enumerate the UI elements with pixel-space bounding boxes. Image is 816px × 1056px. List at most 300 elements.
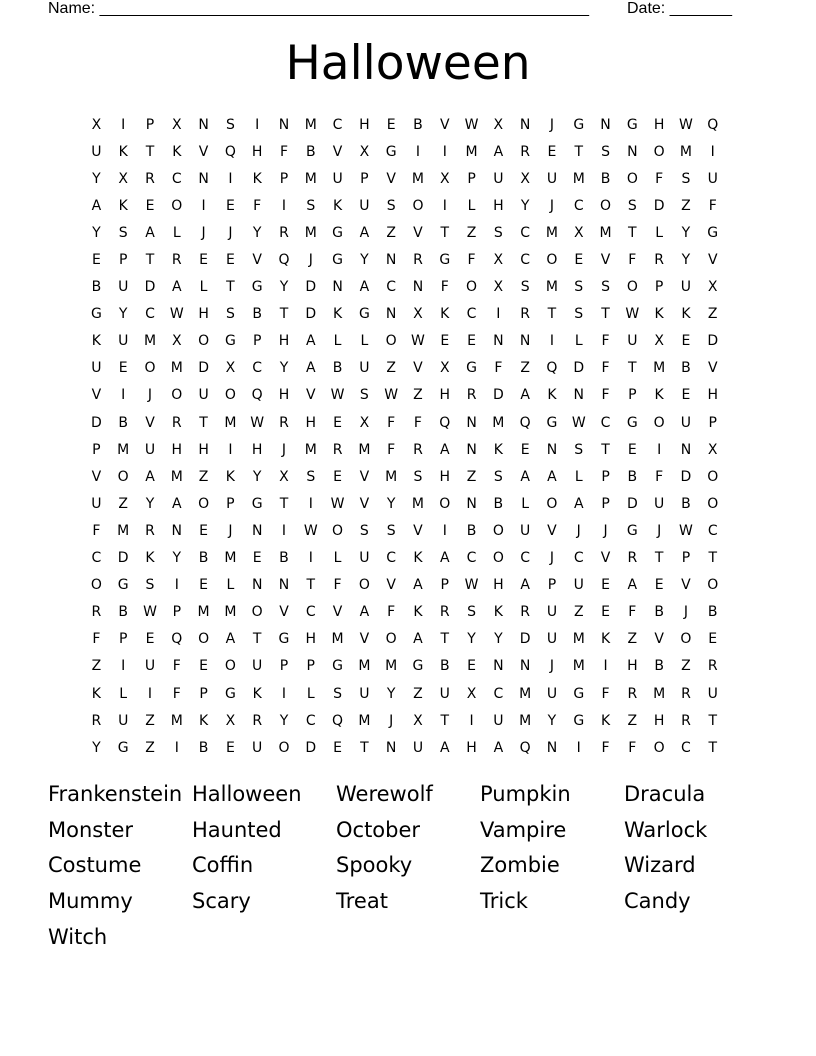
grid-letter: G <box>626 522 638 539</box>
grid-letter: J <box>228 522 233 539</box>
grid-letter: Z <box>198 468 209 485</box>
grid-letter: B <box>707 604 718 621</box>
grid-letter: I <box>121 658 126 675</box>
grid-letter: K <box>91 333 101 350</box>
grid-letter: F <box>601 739 610 756</box>
grid-letter: J <box>549 550 555 567</box>
grid-letter: R <box>466 387 477 404</box>
grid-letter: S <box>359 522 369 539</box>
grid-letter: S <box>306 468 316 485</box>
grid-letter: E <box>601 604 610 621</box>
grid-letter: P <box>306 658 315 675</box>
grid-letter: S <box>574 279 584 296</box>
grid-letter: N <box>519 116 531 133</box>
grid-letter: Z <box>413 685 423 702</box>
grid-letter: S <box>493 224 503 241</box>
grid-letter: S <box>413 468 423 485</box>
grid-letter: J <box>603 522 608 539</box>
word-list-item: Treat <box>336 889 388 914</box>
grid-letter: U <box>546 631 558 648</box>
grid-letter: V <box>359 468 370 485</box>
grid-letter: H <box>278 387 290 404</box>
grid-letter: Q <box>519 739 531 756</box>
grid-letter: I <box>174 739 179 756</box>
grid-letter: J <box>576 522 581 539</box>
grid-letter: V <box>91 387 102 404</box>
grid-letter: O <box>198 333 210 350</box>
grid-letter: P <box>118 631 128 648</box>
grid-letter: M <box>170 468 183 485</box>
grid-letter: Y <box>681 252 691 269</box>
grid-letter: C <box>305 712 316 729</box>
grid-letter: Z <box>386 224 396 241</box>
grid-letter: L <box>467 197 476 214</box>
grid-letter: T <box>145 143 155 160</box>
grid-letter: H <box>653 116 665 133</box>
grid-letter: B <box>466 522 477 539</box>
grid-letter: C <box>145 306 155 323</box>
grid-letter: O <box>224 658 236 675</box>
grid-letter: G <box>626 116 638 133</box>
grid-letter: A <box>439 441 450 458</box>
grid-letter: N <box>546 441 558 458</box>
grid-letter: F <box>494 360 503 377</box>
grid-letter: C <box>520 224 531 241</box>
grid-letter: Q <box>278 252 290 269</box>
grid-letter: F <box>467 252 476 269</box>
grid-letter: P <box>360 170 369 187</box>
grid-letter: T <box>601 441 610 458</box>
grid-letter: M <box>545 279 558 296</box>
grid-letter: O <box>653 739 665 756</box>
grid-letter: S <box>359 387 369 404</box>
grid-letter: P <box>547 577 557 594</box>
grid-letter: M <box>304 441 317 458</box>
grid-letter: M <box>653 685 666 702</box>
grid-letter: G <box>573 712 585 729</box>
grid-letter: E <box>601 577 610 594</box>
grid-letter: F <box>440 279 449 296</box>
grid-letter: V <box>386 170 396 187</box>
grid-letter: O <box>144 360 156 377</box>
grid-letter: V <box>198 143 209 160</box>
grid-letter: F <box>387 604 396 621</box>
grid-letter: M <box>519 712 532 729</box>
grid-letter: N <box>171 522 183 539</box>
grid-letter: H <box>439 468 451 485</box>
grid-letter: O <box>385 631 397 648</box>
grid-letter: V <box>413 224 423 241</box>
grid-letter: X <box>279 468 289 485</box>
grid-letter: N <box>680 441 692 458</box>
grid-letter: U <box>359 360 370 377</box>
grid-letter: L <box>521 495 530 512</box>
word-list-item: Halloween <box>192 782 302 806</box>
grid-letter: C <box>520 252 531 269</box>
grid-letter: K <box>198 712 209 729</box>
grid-letter: F <box>333 577 342 594</box>
grid-letter: I <box>174 577 179 594</box>
grid-letter: M <box>224 414 237 431</box>
grid-letter: O <box>385 333 397 350</box>
grid-letter: V <box>332 604 343 621</box>
grid-letter: J <box>281 441 287 458</box>
grid-letter: G <box>573 116 585 133</box>
grid-letter: Y <box>681 224 691 241</box>
grid-letter: M <box>572 658 585 675</box>
grid-letter: R <box>145 522 155 539</box>
grid-letter: P <box>440 577 449 594</box>
grid-letter: T <box>252 631 262 648</box>
grid-letter: E <box>574 252 584 269</box>
grid-letter: T <box>145 252 155 269</box>
word-list-item: Candy <box>624 889 691 914</box>
grid-letter: A <box>359 279 370 296</box>
grid-letter: D <box>117 550 129 567</box>
grid-letter: R <box>171 252 182 269</box>
grid-letter: U <box>707 685 718 702</box>
grid-letter: H <box>251 143 263 160</box>
grid-letter: K <box>118 197 128 214</box>
word-list-item: Spooky <box>336 853 413 878</box>
grid-letter: O <box>198 631 210 648</box>
grid-letter: D <box>305 279 317 296</box>
grid-letter: I <box>201 197 206 214</box>
grid-letter: H <box>198 441 209 458</box>
grid-letter: Y <box>494 631 503 648</box>
grid-letter: O <box>546 495 558 512</box>
grid-letter: P <box>467 170 476 187</box>
grid-letter: U <box>359 685 370 702</box>
grid-letter: N <box>198 116 209 133</box>
grid-letter: B <box>681 495 691 512</box>
grid-letter: Q <box>332 712 344 729</box>
grid-letter: F <box>253 197 262 214</box>
grid-letter: D <box>707 333 719 350</box>
grid-letter: A <box>547 468 557 485</box>
grid-letter: B <box>91 279 102 296</box>
grid-letter: P <box>118 252 128 269</box>
grid-letter: U <box>144 441 156 458</box>
grid-letter: F <box>413 414 422 431</box>
grid-letter: D <box>653 197 665 214</box>
grid-letter: M <box>358 441 371 458</box>
grid-letter: N <box>385 306 397 323</box>
grid-letter: T <box>574 143 584 160</box>
grid-letter: S <box>627 197 637 214</box>
grid-letter: X <box>439 170 450 187</box>
grid-letter: D <box>626 495 638 512</box>
grid-letter: V <box>305 387 316 404</box>
grid-letter: I <box>710 143 715 160</box>
grid-letter: T <box>628 360 637 377</box>
grid-letter: O <box>171 197 183 214</box>
grid-letter: G <box>466 360 477 377</box>
grid-letter: W <box>384 387 399 404</box>
grid-letter: U <box>412 739 424 756</box>
grid-letter: W <box>330 495 345 512</box>
grid-letter: M <box>385 658 398 675</box>
grid-letter: G <box>224 685 236 702</box>
grid-letter: Z <box>707 306 718 323</box>
grid-letter: E <box>225 252 235 269</box>
grid-letter: V <box>439 116 450 133</box>
grid-letter: E <box>708 631 718 648</box>
grid-letter: J <box>201 224 206 241</box>
grid-letter: P <box>628 387 637 404</box>
grid-letter: U <box>654 495 665 512</box>
grid-letter: M <box>331 631 344 648</box>
name-field: Name: _______________________________________________________ <box>48 0 589 17</box>
grid-letter: G <box>251 279 263 296</box>
grid-letter: W <box>411 333 425 350</box>
grid-letter: E <box>440 333 450 350</box>
grid-letter: U <box>546 170 558 187</box>
grid-letter: A <box>145 224 155 241</box>
grid-letter: Z <box>466 224 477 241</box>
word-list-item: Haunted <box>192 817 282 842</box>
grid-letter: Y <box>118 306 128 323</box>
grid-letter: P <box>601 468 610 485</box>
grid-letter: E <box>225 197 235 214</box>
grid-letter: R <box>279 414 289 431</box>
grid-letter: Y <box>279 360 289 377</box>
grid-letter: M <box>304 170 317 187</box>
grid-letter: S <box>145 577 155 594</box>
grid-letter: J <box>683 604 688 621</box>
grid-letter: X <box>171 333 182 350</box>
grid-letter: K <box>332 306 343 323</box>
grid-letter: G <box>251 495 263 512</box>
grid-letter: R <box>681 685 691 702</box>
grid-letter: N <box>278 116 290 133</box>
grid-letter: K <box>225 468 235 485</box>
grid-letter: L <box>360 333 369 350</box>
grid-letter: K <box>332 197 343 214</box>
grid-letter: P <box>172 604 182 621</box>
grid-letter: K <box>91 685 101 702</box>
grid-letter: G <box>332 224 343 241</box>
grid-letter: K <box>600 631 611 648</box>
grid-letter: A <box>359 224 370 241</box>
grid-letter: S <box>467 604 476 621</box>
grid-letter: W <box>303 522 318 539</box>
grid-letter: N <box>493 333 504 350</box>
grid-letter: V <box>413 522 423 539</box>
grid-letter: C <box>466 550 477 567</box>
grid-letter: W <box>143 604 157 621</box>
grid-letter: M <box>224 550 237 567</box>
grid-letter: U <box>359 550 370 567</box>
grid-letter: V <box>413 360 423 377</box>
grid-letter: B <box>654 658 664 675</box>
grid-letter: H <box>439 387 451 404</box>
grid-letter: N <box>412 279 424 296</box>
grid-letter: I <box>228 170 233 187</box>
grid-letter: T <box>708 550 717 567</box>
grid-letter: K <box>681 306 691 323</box>
grid-letter: B <box>198 739 209 756</box>
grid-letter: U <box>680 414 692 431</box>
grid-letter: B <box>413 116 423 133</box>
grid-letter: C <box>171 170 182 187</box>
grid-letter: F <box>92 631 101 648</box>
word-list-item: Trick <box>480 889 528 914</box>
grid-letter: M <box>465 143 478 160</box>
grid-letter: M <box>653 360 666 377</box>
grid-letter: H <box>359 116 370 133</box>
grid-letter: C <box>386 279 397 296</box>
grid-letter: N <box>385 739 397 756</box>
grid-letter: A <box>305 360 316 377</box>
grid-letter: T <box>708 712 717 729</box>
grid-letter: K <box>172 143 182 160</box>
grid-letter: Y <box>92 170 101 187</box>
grid-letter: Z <box>627 631 638 648</box>
grid-letter: E <box>252 550 262 567</box>
grid-letter: K <box>252 170 262 187</box>
word-list-item: Monster <box>48 817 134 842</box>
grid-letter: P <box>654 279 664 296</box>
grid-letter: M <box>117 441 130 458</box>
grid-letter: J <box>549 116 555 133</box>
grid-letter: M <box>143 333 157 350</box>
grid-letter: V <box>252 252 262 269</box>
grid-letter: C <box>573 197 584 214</box>
grid-letter: R <box>520 306 531 323</box>
grid-letter: A <box>225 631 236 648</box>
grid-letter: L <box>172 224 181 241</box>
grid-letter: O <box>251 604 263 621</box>
grid-letter: O <box>546 252 558 269</box>
grid-letter: M <box>572 170 585 187</box>
grid-letter: E <box>225 739 235 756</box>
grid-letter: I <box>603 658 608 675</box>
grid-letter: S <box>225 116 235 133</box>
grid-letter: G <box>332 252 343 269</box>
grid-letter: I <box>121 116 126 133</box>
grid-letter: P <box>252 333 262 350</box>
grid-letter: K <box>493 604 503 621</box>
grid-letter: P <box>681 550 691 567</box>
grid-letter: A <box>145 468 155 485</box>
grid-letter: U <box>439 685 450 702</box>
grid-letter: G <box>707 224 719 241</box>
grid-letter: C <box>681 739 691 756</box>
grid-letter: R <box>627 685 638 702</box>
grid-letter: A <box>627 577 638 594</box>
grid-letter: L <box>333 333 342 350</box>
grid-letter: G <box>332 658 343 675</box>
grid-letter: C <box>386 550 397 567</box>
grid-letter: N <box>278 577 290 594</box>
grid-letter: W <box>679 522 693 539</box>
grid-letter: F <box>628 604 637 621</box>
grid-letter: G <box>358 306 370 323</box>
grid-letter: V <box>279 604 289 621</box>
grid-letter: D <box>573 360 585 377</box>
word-list-item: Costume <box>48 853 142 878</box>
grid-letter: G <box>385 143 397 160</box>
grid-letter: P <box>145 116 155 133</box>
grid-letter: Q <box>439 414 451 431</box>
grid-letter: B <box>279 550 289 567</box>
grid-letter: K <box>145 550 155 567</box>
grid-letter: Z <box>681 197 691 214</box>
grid-letter: M <box>224 604 237 621</box>
grid-letter: G <box>546 414 558 431</box>
grid-letter: E <box>199 577 209 594</box>
word-list-item: Frankenstein <box>48 782 183 806</box>
grid-letter: L <box>306 685 315 702</box>
grid-letter: E <box>91 252 101 269</box>
grid-letter: I <box>442 197 447 214</box>
grid-letter: W <box>464 577 479 594</box>
grid-letter: F <box>708 197 717 214</box>
grid-letter: O <box>626 279 638 296</box>
grid-letter: C <box>520 550 531 567</box>
grid-letter: E <box>145 197 155 214</box>
grid-letter: M <box>411 495 424 512</box>
grid-letter: A <box>520 387 530 404</box>
grid-letter: L <box>574 468 583 485</box>
grid-letter: B <box>305 143 316 160</box>
grid-letter: S <box>574 441 584 458</box>
grid-letter: K <box>413 604 423 621</box>
grid-letter: B <box>493 495 504 512</box>
grid-letter: N <box>519 333 531 350</box>
grid-letter: K <box>547 387 557 404</box>
grid-letter: A <box>413 631 423 648</box>
grid-letter: I <box>657 441 662 458</box>
grid-letter: Q <box>224 143 236 160</box>
grid-letter: Y <box>279 712 289 729</box>
grid-letter: H <box>305 414 317 431</box>
grid-letter: O <box>600 197 612 214</box>
grid-letter: J <box>228 224 233 241</box>
grid-letter: E <box>199 252 209 269</box>
grid-letter: N <box>546 739 558 756</box>
word-list-item: Coffin <box>192 853 254 878</box>
grid-letter: P <box>708 414 717 431</box>
grid-letter: O <box>278 739 290 756</box>
grid-letter: V <box>386 577 396 594</box>
grid-letter: M <box>599 224 612 241</box>
grid-letter: F <box>601 360 610 377</box>
grid-letter: R <box>520 604 531 621</box>
grid-letter: F <box>172 685 181 702</box>
grid-letter: D <box>305 739 317 756</box>
grid-letter: N <box>251 577 263 594</box>
grid-letter: R <box>413 441 423 458</box>
word-list-item: Vampire <box>480 817 567 842</box>
grid-letter: U <box>332 170 343 187</box>
grid-letter: K <box>118 143 128 160</box>
grid-letter: T <box>306 577 316 594</box>
grid-letter: D <box>305 306 317 323</box>
grid-letter: G <box>412 658 424 675</box>
grid-letter: I <box>442 522 447 539</box>
grid-letter: H <box>707 387 718 404</box>
grid-letter: L <box>333 550 342 567</box>
grid-letter: F <box>387 414 396 431</box>
grid-letter: F <box>601 387 610 404</box>
grid-letter: U <box>198 387 209 404</box>
grid-letter: O <box>653 414 665 431</box>
grid-letter: U <box>252 658 263 675</box>
grid-letter: I <box>415 143 421 160</box>
grid-letter: E <box>118 360 128 377</box>
